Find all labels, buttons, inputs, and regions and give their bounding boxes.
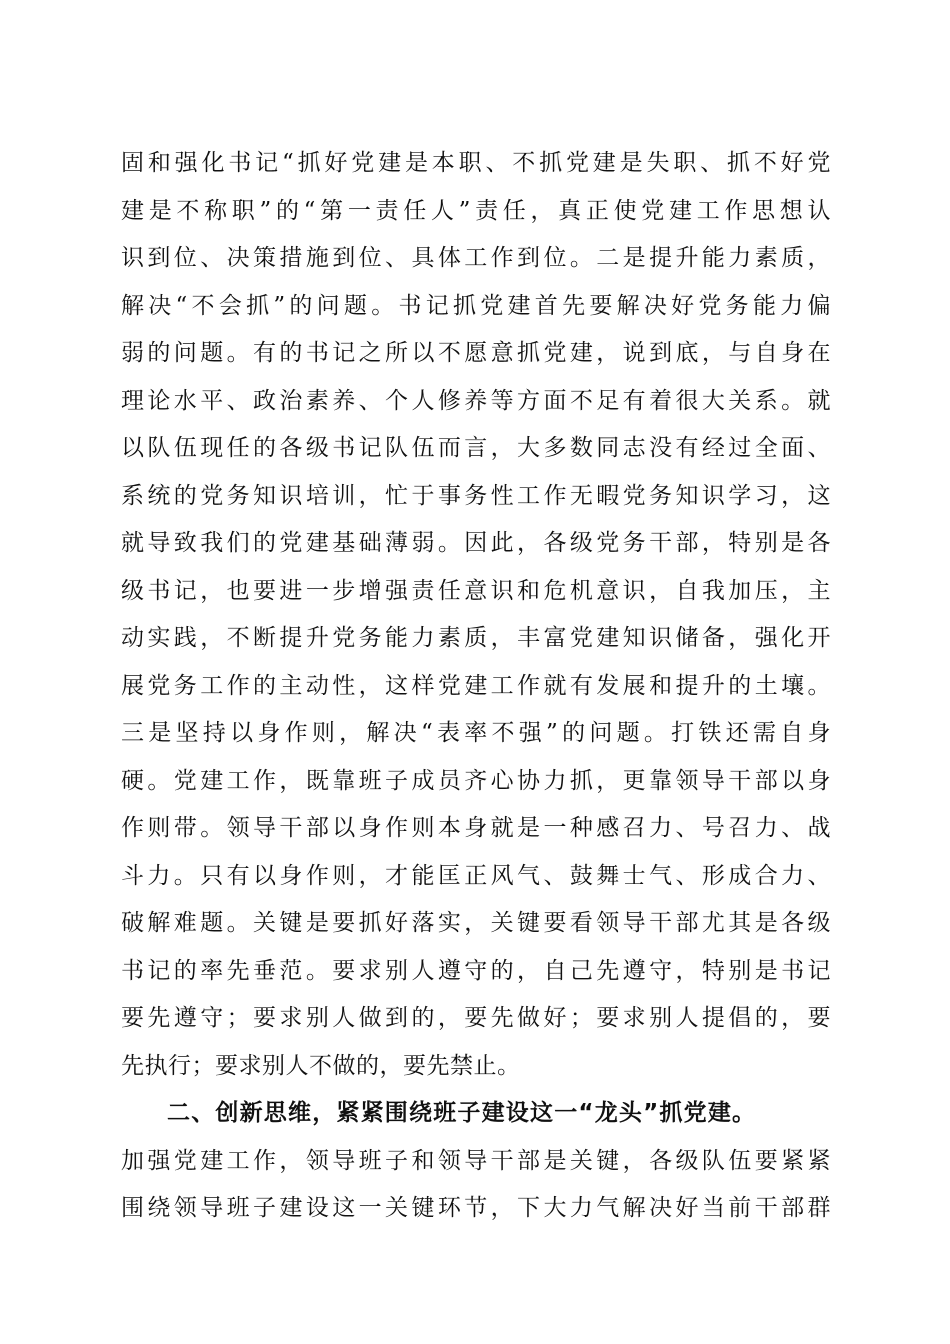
text-line: 建是不称职”的“第一责任人”责任，真正使党建工作思想认 bbox=[121, 197, 831, 224]
text-line: 固和强化书记“抓好党建是本职、不抓党建是失职、抓不好党 bbox=[121, 150, 831, 176]
text-line: 展党务工作的主动性，这样党建工作就有发展和提升的土壤。 bbox=[121, 672, 831, 699]
text-line: 硬。党建工作，既靠班子成员齐心协力抓，更靠领导干部以身 bbox=[121, 767, 831, 794]
text-line: 级书记，也要进一步增强责任意识和危机意识，自我加压，主 bbox=[121, 577, 831, 604]
paragraph-2 bbox=[121, 1138, 831, 1233]
document-body bbox=[121, 140, 831, 1233]
text-line: 就导致我们的党建基础薄弱。因此，各级党务干部，特别是各 bbox=[121, 530, 831, 556]
text-line: 解决“不会抓”的问题。书记抓党建首先要解决好党务能力偏 bbox=[121, 292, 831, 319]
text-line: 围绕领导班子建设这一关键环节，下大力气解决好当前干部群 bbox=[121, 1195, 831, 1221]
text-line: 破解难题。关键是要抓好落实，关键要看领导干部尤其是各级 bbox=[121, 910, 831, 936]
text-line: 动实践，不断提升党务能力素质，丰富党建知识储备，强化开 bbox=[121, 625, 831, 651]
text-line: 弱的问题。有的书记之所以不愿意抓党建，说到底，与自身在 bbox=[121, 340, 831, 366]
heading-text: 二、创新思维，紧紧围绕班子建设这一“龙头”抓党建。 bbox=[167, 1100, 757, 1126]
text-line: 系统的党务知识培训，忙于事务性工作无暇党务知识学习，这 bbox=[121, 482, 831, 509]
text-line: 三是坚持以身作则，解决“表率不强”的问题。打铁还需自身 bbox=[121, 720, 831, 746]
text-line: 书记的率先垂范。要求别人遵守的，自己先遵守，特别是书记 bbox=[121, 957, 831, 984]
text-line: 先执行；要求别人不做的，要先禁止。 bbox=[121, 1052, 521, 1079]
text-line: 要先遵守；要求别人做到的，要先做好；要求别人提倡的，要 bbox=[121, 1005, 831, 1031]
text-line: 理论水平、政治素养、个人修养等方面不足有着很大关系。就 bbox=[121, 387, 831, 414]
section-heading-2 bbox=[121, 1090, 831, 1138]
text-line: 以队伍现任的各级书记队伍而言，大多数同志没有经过全面、 bbox=[121, 435, 831, 461]
text-line: 识到位、决策措施到位、具体工作到位。二是提升能力素质， bbox=[121, 245, 831, 271]
text-line: 斗力。只有以身作则，才能匡正风气、鼓舞士气、形成合力、 bbox=[121, 862, 831, 889]
text-line: 作则带。领导干部以身作则本身就是一种感召力、号召力、战 bbox=[121, 815, 831, 841]
text-line: 加强党建工作，领导班子和领导干部是关键，各级队伍要紧紧 bbox=[121, 1147, 831, 1174]
paragraph-1 bbox=[121, 140, 831, 1090]
